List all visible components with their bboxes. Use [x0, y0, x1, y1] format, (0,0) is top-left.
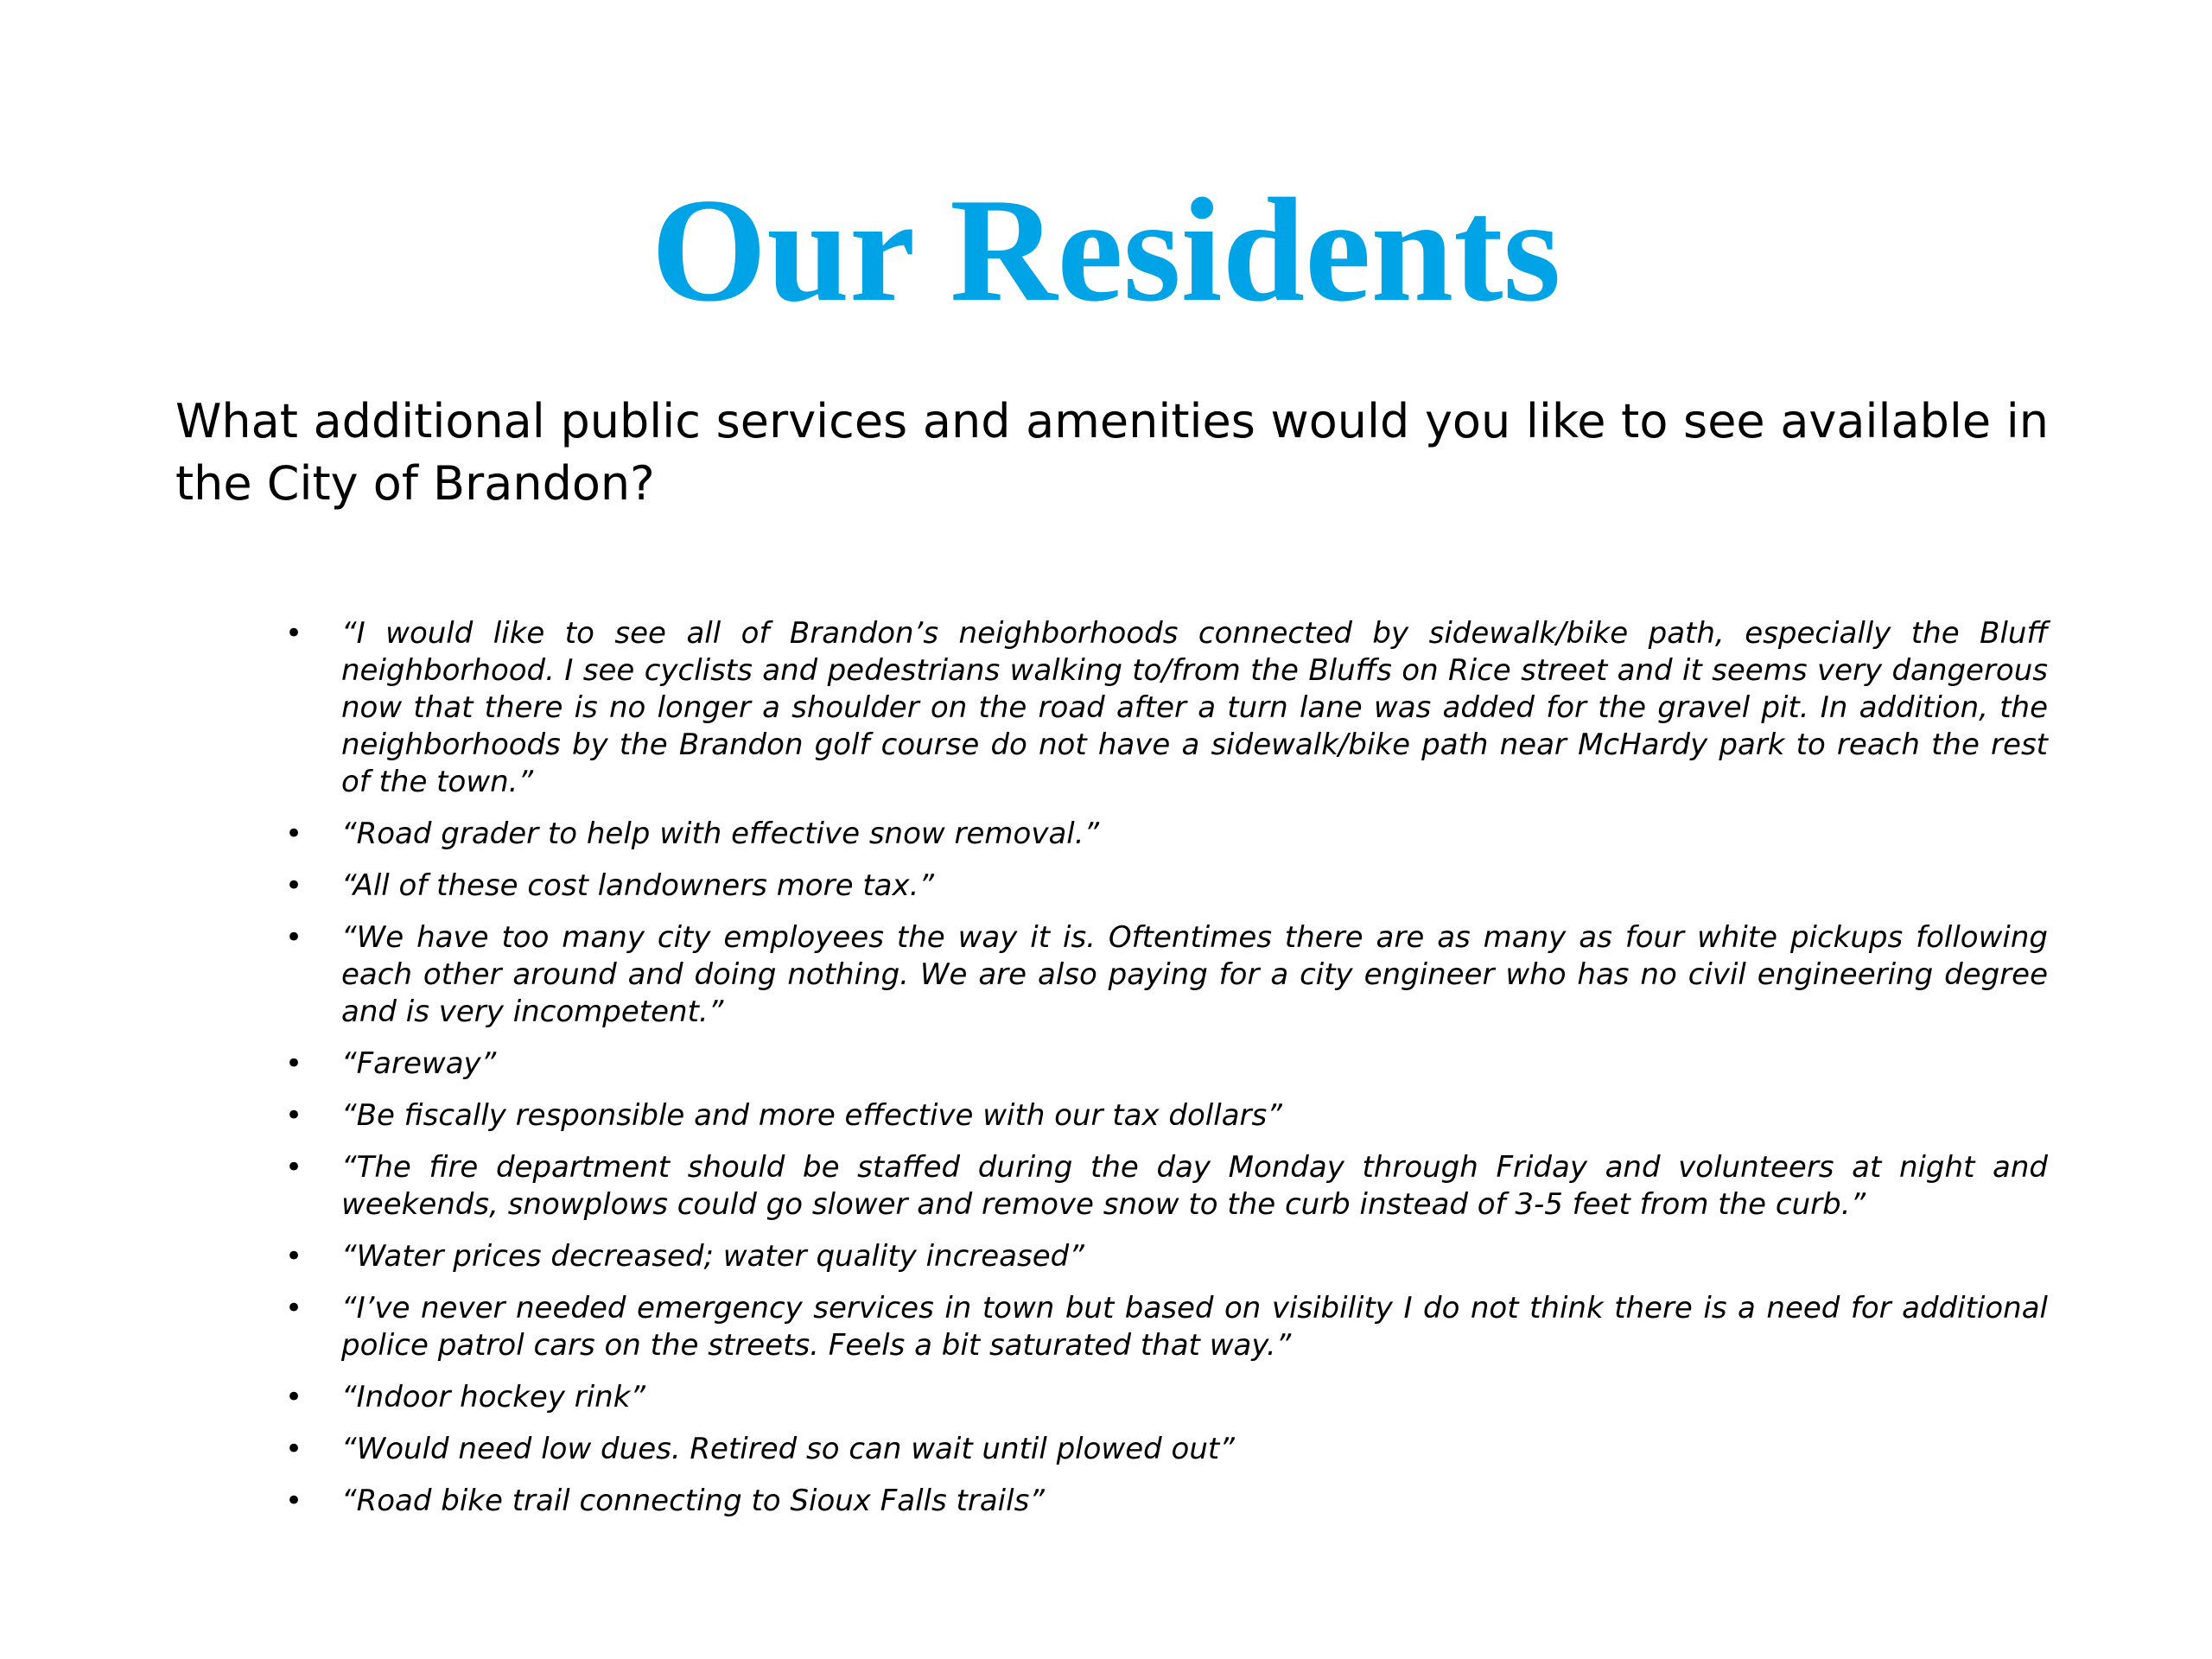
list-item: [285, 1046, 2048, 1083]
response-text: “Fareway”: [341, 1046, 497, 1081]
bullet-icon: •: [285, 1380, 303, 1414]
response-text: “All of these cost landowners more tax.”: [341, 868, 935, 903]
bullet-icon: •: [285, 1432, 303, 1466]
list-item: [285, 1149, 2048, 1224]
list-item: [285, 868, 2048, 905]
bullet-icon: •: [285, 1291, 303, 1325]
response-text: “We have too many city employees the way it is. Oftentimes there are as many as four white pickups following each other around and doing nothing. We are also paying for a city engineer who has no civil engineering degree and is very incompetent.”: [341, 920, 2048, 1029]
bullet-icon: •: [285, 1150, 303, 1185]
bullet-icon: •: [285, 616, 303, 651]
list-item: [285, 1097, 2048, 1135]
response-list: [285, 615, 2048, 1535]
list-item: [285, 919, 2048, 1031]
list-item: [285, 1431, 2048, 1468]
response-text: “Be fiscally responsible and more effective with our tax dollars”: [341, 1098, 1282, 1133]
list-item: [285, 1483, 2048, 1520]
response-text: “Would need low dues. Retired so can wait until plowed out”: [341, 1432, 1235, 1466]
bullet-icon: •: [285, 1484, 303, 1518]
list-item: [285, 1238, 2048, 1275]
list-item: [285, 816, 2048, 853]
bullet-icon: •: [285, 817, 303, 851]
response-text: “Indoor hockey rink”: [341, 1380, 646, 1414]
list-item: [285, 1290, 2048, 1364]
bullet-icon: •: [285, 1046, 303, 1081]
bullet-icon: •: [285, 868, 303, 903]
response-text: “Road bike trail connecting to Sioux Falls trails”: [341, 1484, 1045, 1518]
response-text: “The fire department should be staffed during the day Monday through Friday and volunteers at night and weekends, snowplows could go slower and remove snow to the curb instead of 3-5 feet from the curb.”: [341, 1150, 2048, 1222]
response-text: “I would like to see all of Brandon’s neighborhoods connected by sidewalk/bike path, especially the Bluff neighborhood. I see cyclists and pedestrians walking to/from the Bluffs on Rice street and it seems very dangerous now that there is no longer a shoulder on the road after a turn lane was added for the gravel pit. In addition, the neighborhoods by the Brandon golf course do not have a sidewalk/bike path near McHardy park to reach the rest of the town.”: [341, 616, 2048, 799]
response-text: “I’ve never needed emergency services in town but based on visibility I do not think there is a need for additional police patrol cars on the streets. Feels a bit saturated that way.”: [341, 1291, 2048, 1363]
list-item: [285, 1379, 2048, 1416]
bullet-icon: •: [285, 920, 303, 955]
bullet-icon: •: [285, 1098, 303, 1133]
response-text: “Water prices decreased; water quality increased”: [341, 1239, 1084, 1274]
survey-question: What additional public services and amenities would you like to see available in the City of Brandon?: [175, 394, 2049, 511]
slide-title: Our Residents: [651, 168, 1561, 333]
response-text: “Road grader to help with effective snow removal.”: [341, 817, 1100, 851]
bullet-icon: •: [285, 1239, 303, 1274]
list-item: [285, 615, 2048, 801]
